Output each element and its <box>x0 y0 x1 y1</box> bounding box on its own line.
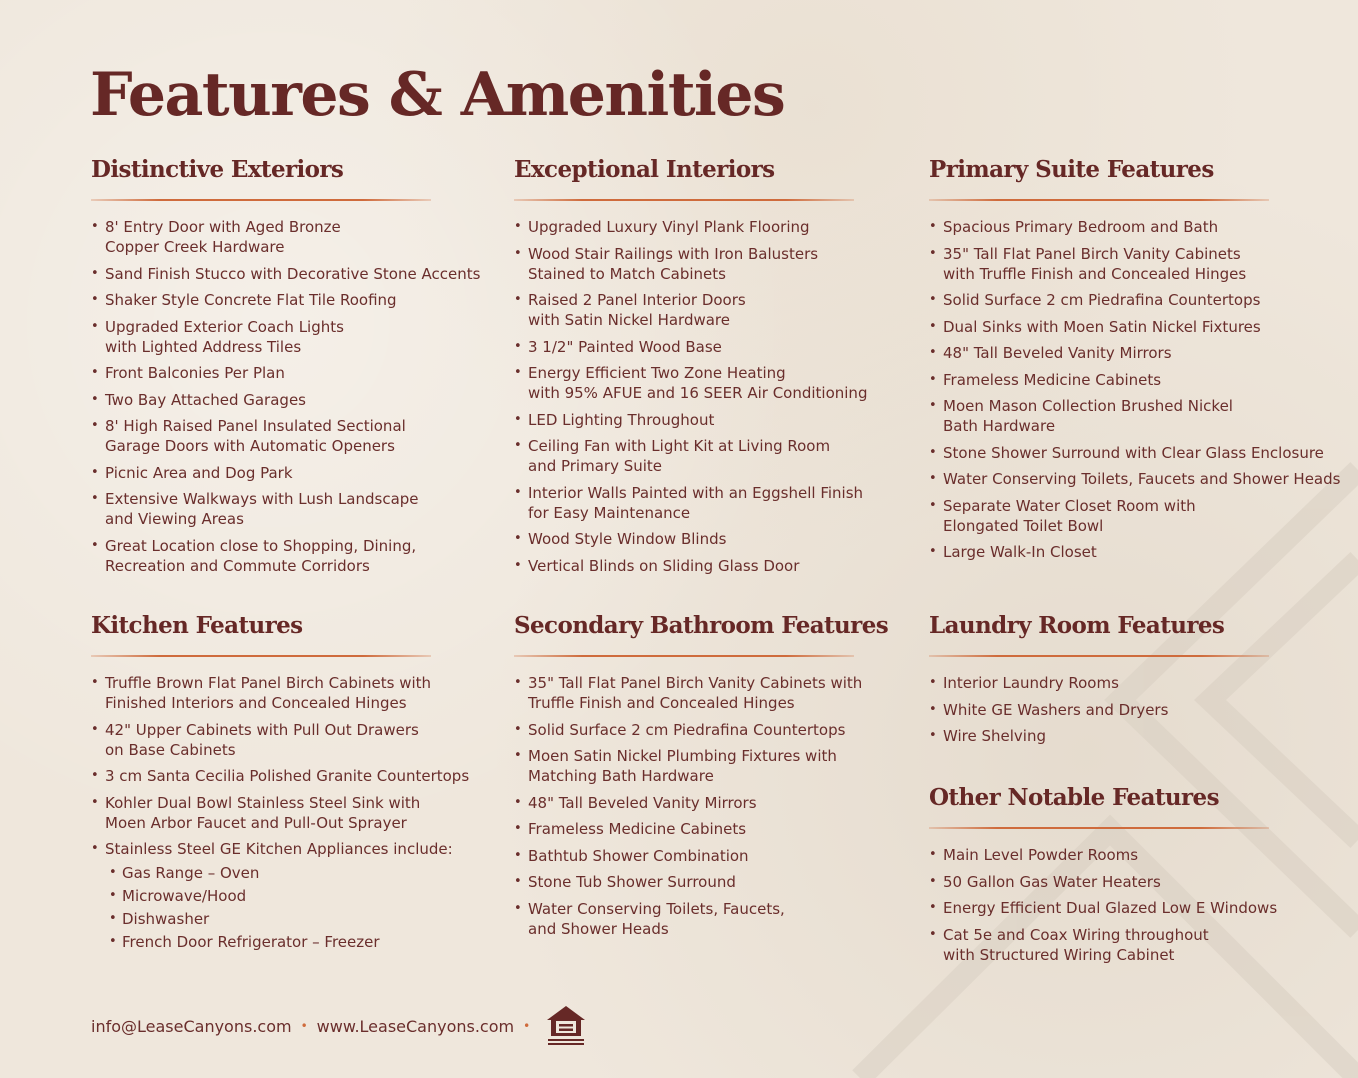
feature-item <box>514 337 867 357</box>
feature-item <box>929 343 1340 363</box>
feature-item-text: and Shower Heads <box>528 919 669 938</box>
feature-item-text: • 42" Upper Cabinets with Pull Out Drawers <box>105 720 419 739</box>
feature-item <box>514 746 888 786</box>
feature-item-text: • Separate Water Closet Room with <box>943 496 1196 515</box>
feature-item-text: • Energy Efficient Dual Glazed Low E Windows <box>943 899 1278 917</box>
feature-item <box>929 290 1340 310</box>
feature-item <box>929 496 1340 536</box>
feature-item-text: • 35" Tall Flat Panel Birch Vanity Cabinets <box>943 244 1241 263</box>
feature-item-text: • Wood Style Window Blinds <box>528 530 727 548</box>
feature-item-text: • Bathtub Shower Combination <box>528 846 749 865</box>
feature-item <box>514 793 888 813</box>
feature-subitem: • French Door Refrigerator – Freezer <box>105 932 469 952</box>
feature-item-text: • Upgraded Luxury Vinyl Plank Flooring <box>528 218 810 236</box>
feature-item-text: on Base Cabinets <box>105 740 236 759</box>
feature-item-text: • Water Conserving Toilets, Faucets, <box>528 899 785 918</box>
feature-list <box>929 845 1277 965</box>
feature-item <box>91 793 469 833</box>
feature-item <box>929 872 1277 892</box>
feature-item-text: with Satin Nickel Hardware <box>528 311 731 329</box>
section-heading: Primary Suite Features <box>929 156 1214 183</box>
feature-item <box>929 673 1269 693</box>
feature-item-text: • Interior Laundry Rooms <box>943 674 1119 692</box>
feature-item <box>91 416 480 456</box>
feature-item-text: Bath Hardware <box>943 417 1056 435</box>
feature-item-text: • Upgraded Exterior Coach Lights <box>105 317 344 336</box>
feature-item-text: • Solid Surface 2 cm Piedrafina Countertops <box>528 720 846 739</box>
feature-item-text: • Main Level Powder Rooms <box>943 846 1139 864</box>
feature-item-text: • Stone Shower Surround with Clear Glass Enclosure <box>943 443 1324 462</box>
feature-item-text: with Structured Wiring Cabinet <box>943 945 1175 964</box>
feature-item-text: Matching Bath Hardware <box>528 767 714 785</box>
feature-item <box>514 899 888 939</box>
feature-item-text: Finished Interiors and Concealed Hinges <box>105 694 407 712</box>
feature-item-text: with Lighted Address Tiles <box>105 337 302 356</box>
section-divider <box>514 655 854 657</box>
feature-item <box>91 317 480 357</box>
feature-item <box>514 410 867 430</box>
feature-item <box>929 370 1340 390</box>
feature-item-text: Moen Arbor Faucet and Pull-Out Sprayer <box>105 813 407 832</box>
feature-item-text: • Truffle Brown Flat Panel Birch Cabinets with <box>105 674 432 692</box>
section-secondary-bathroom-features <box>514 612 888 945</box>
feature-item <box>91 264 480 284</box>
feature-item <box>929 469 1340 489</box>
website-link[interactable]: www.LeaseCanyons.com <box>316 1016 515 1036</box>
section-heading: Laundry Room Features <box>929 612 1225 639</box>
section-divider <box>929 827 1269 829</box>
feature-item <box>91 463 480 483</box>
section-divider <box>91 655 431 657</box>
feature-item <box>514 846 888 866</box>
feature-item <box>514 872 888 892</box>
section-heading: Other Notable Features <box>929 784 1219 811</box>
feature-list <box>514 217 867 576</box>
section-heading: Exceptional Interiors <box>514 156 775 183</box>
feature-item <box>929 700 1269 720</box>
feature-item <box>929 244 1340 284</box>
feature-item <box>514 556 867 576</box>
feature-list <box>91 673 469 952</box>
feature-item <box>514 436 867 476</box>
feature-item-text: • Great Location close to Shopping, Dining, <box>105 536 417 555</box>
feature-item <box>929 542 1340 562</box>
feature-item-text: • 3 1/2" Painted Wood Base <box>528 337 722 356</box>
feature-item-text: for Easy Maintenance <box>528 503 691 522</box>
feature-item <box>514 483 867 523</box>
feature-item <box>91 536 480 576</box>
feature-item-text: • 48" Tall Beveled Vanity Mirrors <box>943 344 1172 362</box>
feature-list <box>514 673 888 939</box>
section-primary-suite-features <box>929 156 1340 569</box>
feature-list <box>929 217 1340 562</box>
section-exceptional-interiors <box>514 156 867 582</box>
feature-item-text: • Water Conserving Toilets, Faucets and Shower Heads <box>943 470 1341 488</box>
feature-item-text: • Large Walk-In Closet <box>943 543 1097 561</box>
feature-item <box>91 290 480 310</box>
section-heading: Distinctive Exteriors <box>91 156 344 183</box>
feature-item <box>514 720 888 740</box>
section-divider <box>929 199 1269 201</box>
feature-item-text: • Kohler Dual Bowl Stainless Steel Sink with <box>105 793 421 812</box>
feature-item-text: • 48" Tall Beveled Vanity Mirrors <box>528 793 757 812</box>
feature-item <box>91 489 480 529</box>
footer-separator: • <box>300 1019 308 1033</box>
feature-item-text: • Frameless Medicine Cabinets <box>943 370 1162 389</box>
feature-item <box>514 673 888 713</box>
feature-item-text: with 95% AFUE and 16 SEER Air Conditioning <box>528 384 868 402</box>
feature-item <box>929 726 1269 746</box>
feature-item-text: • White GE Washers and Dryers <box>943 700 1169 719</box>
page-title: Features & Amenities <box>90 60 785 130</box>
feature-item <box>929 317 1340 337</box>
feature-item-text: Elongated Toilet Bowl <box>943 516 1104 535</box>
feature-item <box>929 443 1340 463</box>
feature-item-text: Stained to Match Cabinets <box>528 264 726 283</box>
feature-item <box>91 839 469 952</box>
feature-item-text: • Front Balconies Per Plan <box>105 364 285 382</box>
feature-item-text: • Picnic Area and Dog Park <box>105 463 293 482</box>
section-laundry-room-features <box>929 612 1269 753</box>
footer-contact <box>91 1004 587 1048</box>
feature-item-text: • Stainless Steel GE Kitchen Appliances include: <box>105 840 453 858</box>
feature-item <box>514 244 867 284</box>
feature-item-text: • Moen Mason Collection Brushed Nickel <box>943 397 1233 415</box>
feature-item-text: • Wood Stair Railings with Iron Balusters <box>528 244 819 263</box>
feature-item-text: • Vertical Blinds on Sliding Glass Door <box>528 556 800 575</box>
feature-item <box>91 363 480 383</box>
feature-item <box>514 819 888 839</box>
feature-item-text: • LED Lighting Throughout <box>528 410 715 429</box>
feature-sublist <box>105 863 469 952</box>
feature-item-text: • Frameless Medicine Cabinets <box>528 820 747 838</box>
feature-list <box>929 673 1269 746</box>
feature-item <box>514 290 867 330</box>
section-heading: Secondary Bathroom Features <box>514 612 889 639</box>
feature-item-text: • Raised 2 Panel Interior Doors <box>528 291 746 309</box>
feature-item-text: with Truffle Finish and Concealed Hinges <box>943 264 1247 283</box>
feature-item <box>929 217 1340 237</box>
footer-separator: • <box>523 1019 531 1033</box>
feature-item-text: • Cat 5e and Coax Wiring throughout <box>943 925 1209 944</box>
section-distinctive-exteriors <box>91 156 480 582</box>
feature-item-text: • Two Bay Attached Garages <box>105 390 306 409</box>
feature-item-text: Copper Creek Hardware <box>105 238 285 256</box>
feature-item-text: • Interior Walls Painted with an Eggshell Finish <box>528 483 864 502</box>
feature-item-text: • Stone Tub Shower Surround <box>528 873 736 891</box>
feature-item <box>514 363 867 403</box>
section-divider <box>929 655 1269 657</box>
section-divider <box>514 199 854 201</box>
feature-subitem: • Microwave/Hood <box>105 886 469 906</box>
feature-item-text: • Shaker Style Concrete Flat Tile Roofing <box>105 291 397 309</box>
feature-item-text: • Moen Satin Nickel Plumbing Fixtures with <box>528 747 837 765</box>
feature-item <box>929 925 1277 965</box>
feature-item-text: and Primary Suite <box>528 457 663 475</box>
equal-housing-opportunity-icon <box>545 1004 587 1048</box>
email-link[interactable]: info@LeaseCanyons.com <box>91 1016 292 1036</box>
feature-item <box>91 390 480 410</box>
feature-item-text: • Ceiling Fan with Light Kit at Living Room <box>528 437 831 455</box>
feature-item-text: • 50 Gallon Gas Water Heaters <box>943 872 1161 891</box>
feature-item-text: Truffle Finish and Concealed Hinges <box>528 694 795 712</box>
feature-item <box>929 845 1277 865</box>
feature-item-text: • 35" Tall Flat Panel Birch Vanity Cabinets with <box>528 674 863 692</box>
feature-list <box>91 217 480 576</box>
feature-item <box>91 720 469 760</box>
feature-item-text: • Dual Sinks with Moen Satin Nickel Fixtures <box>943 317 1261 336</box>
feature-item-text: • 8' Entry Door with Aged Bronze <box>105 218 341 236</box>
feature-item-text: • Sand Finish Stucco with Decorative Stone Accents <box>105 264 481 283</box>
feature-item-text: • Energy Efficient Two Zone Heating <box>528 364 786 382</box>
feature-item-text: • 8' High Raised Panel Insulated Sectional <box>105 417 406 435</box>
feature-item-text: • Solid Surface 2 cm Piedrafina Countertops <box>943 291 1261 309</box>
feature-item <box>929 898 1277 918</box>
feature-item-text: Recreation and Commute Corridors <box>105 556 370 575</box>
section-kitchen-features <box>91 612 469 959</box>
feature-item <box>91 673 469 713</box>
feature-item <box>91 766 469 786</box>
section-divider <box>91 199 431 201</box>
feature-item-text: and Viewing Areas <box>105 510 244 528</box>
section-other-notable-features <box>929 784 1277 971</box>
feature-item <box>514 529 867 549</box>
feature-item <box>91 217 480 257</box>
feature-subitem: • Dishwasher <box>105 909 469 929</box>
feature-subitem: • Gas Range – Oven <box>105 863 469 883</box>
feature-item <box>929 396 1340 436</box>
feature-item-text: • Spacious Primary Bedroom and Bath <box>943 218 1219 236</box>
feature-item-text: • 3 cm Santa Cecilia Polished Granite Countertops <box>105 767 470 785</box>
section-heading: Kitchen Features <box>91 612 303 639</box>
feature-item-text: • Extensive Walkways with Lush Landscape <box>105 490 419 508</box>
feature-item-text: • Wire Shelving <box>943 727 1047 745</box>
feature-item <box>514 217 867 237</box>
feature-item-text: Garage Doors with Automatic Openers <box>105 437 395 455</box>
